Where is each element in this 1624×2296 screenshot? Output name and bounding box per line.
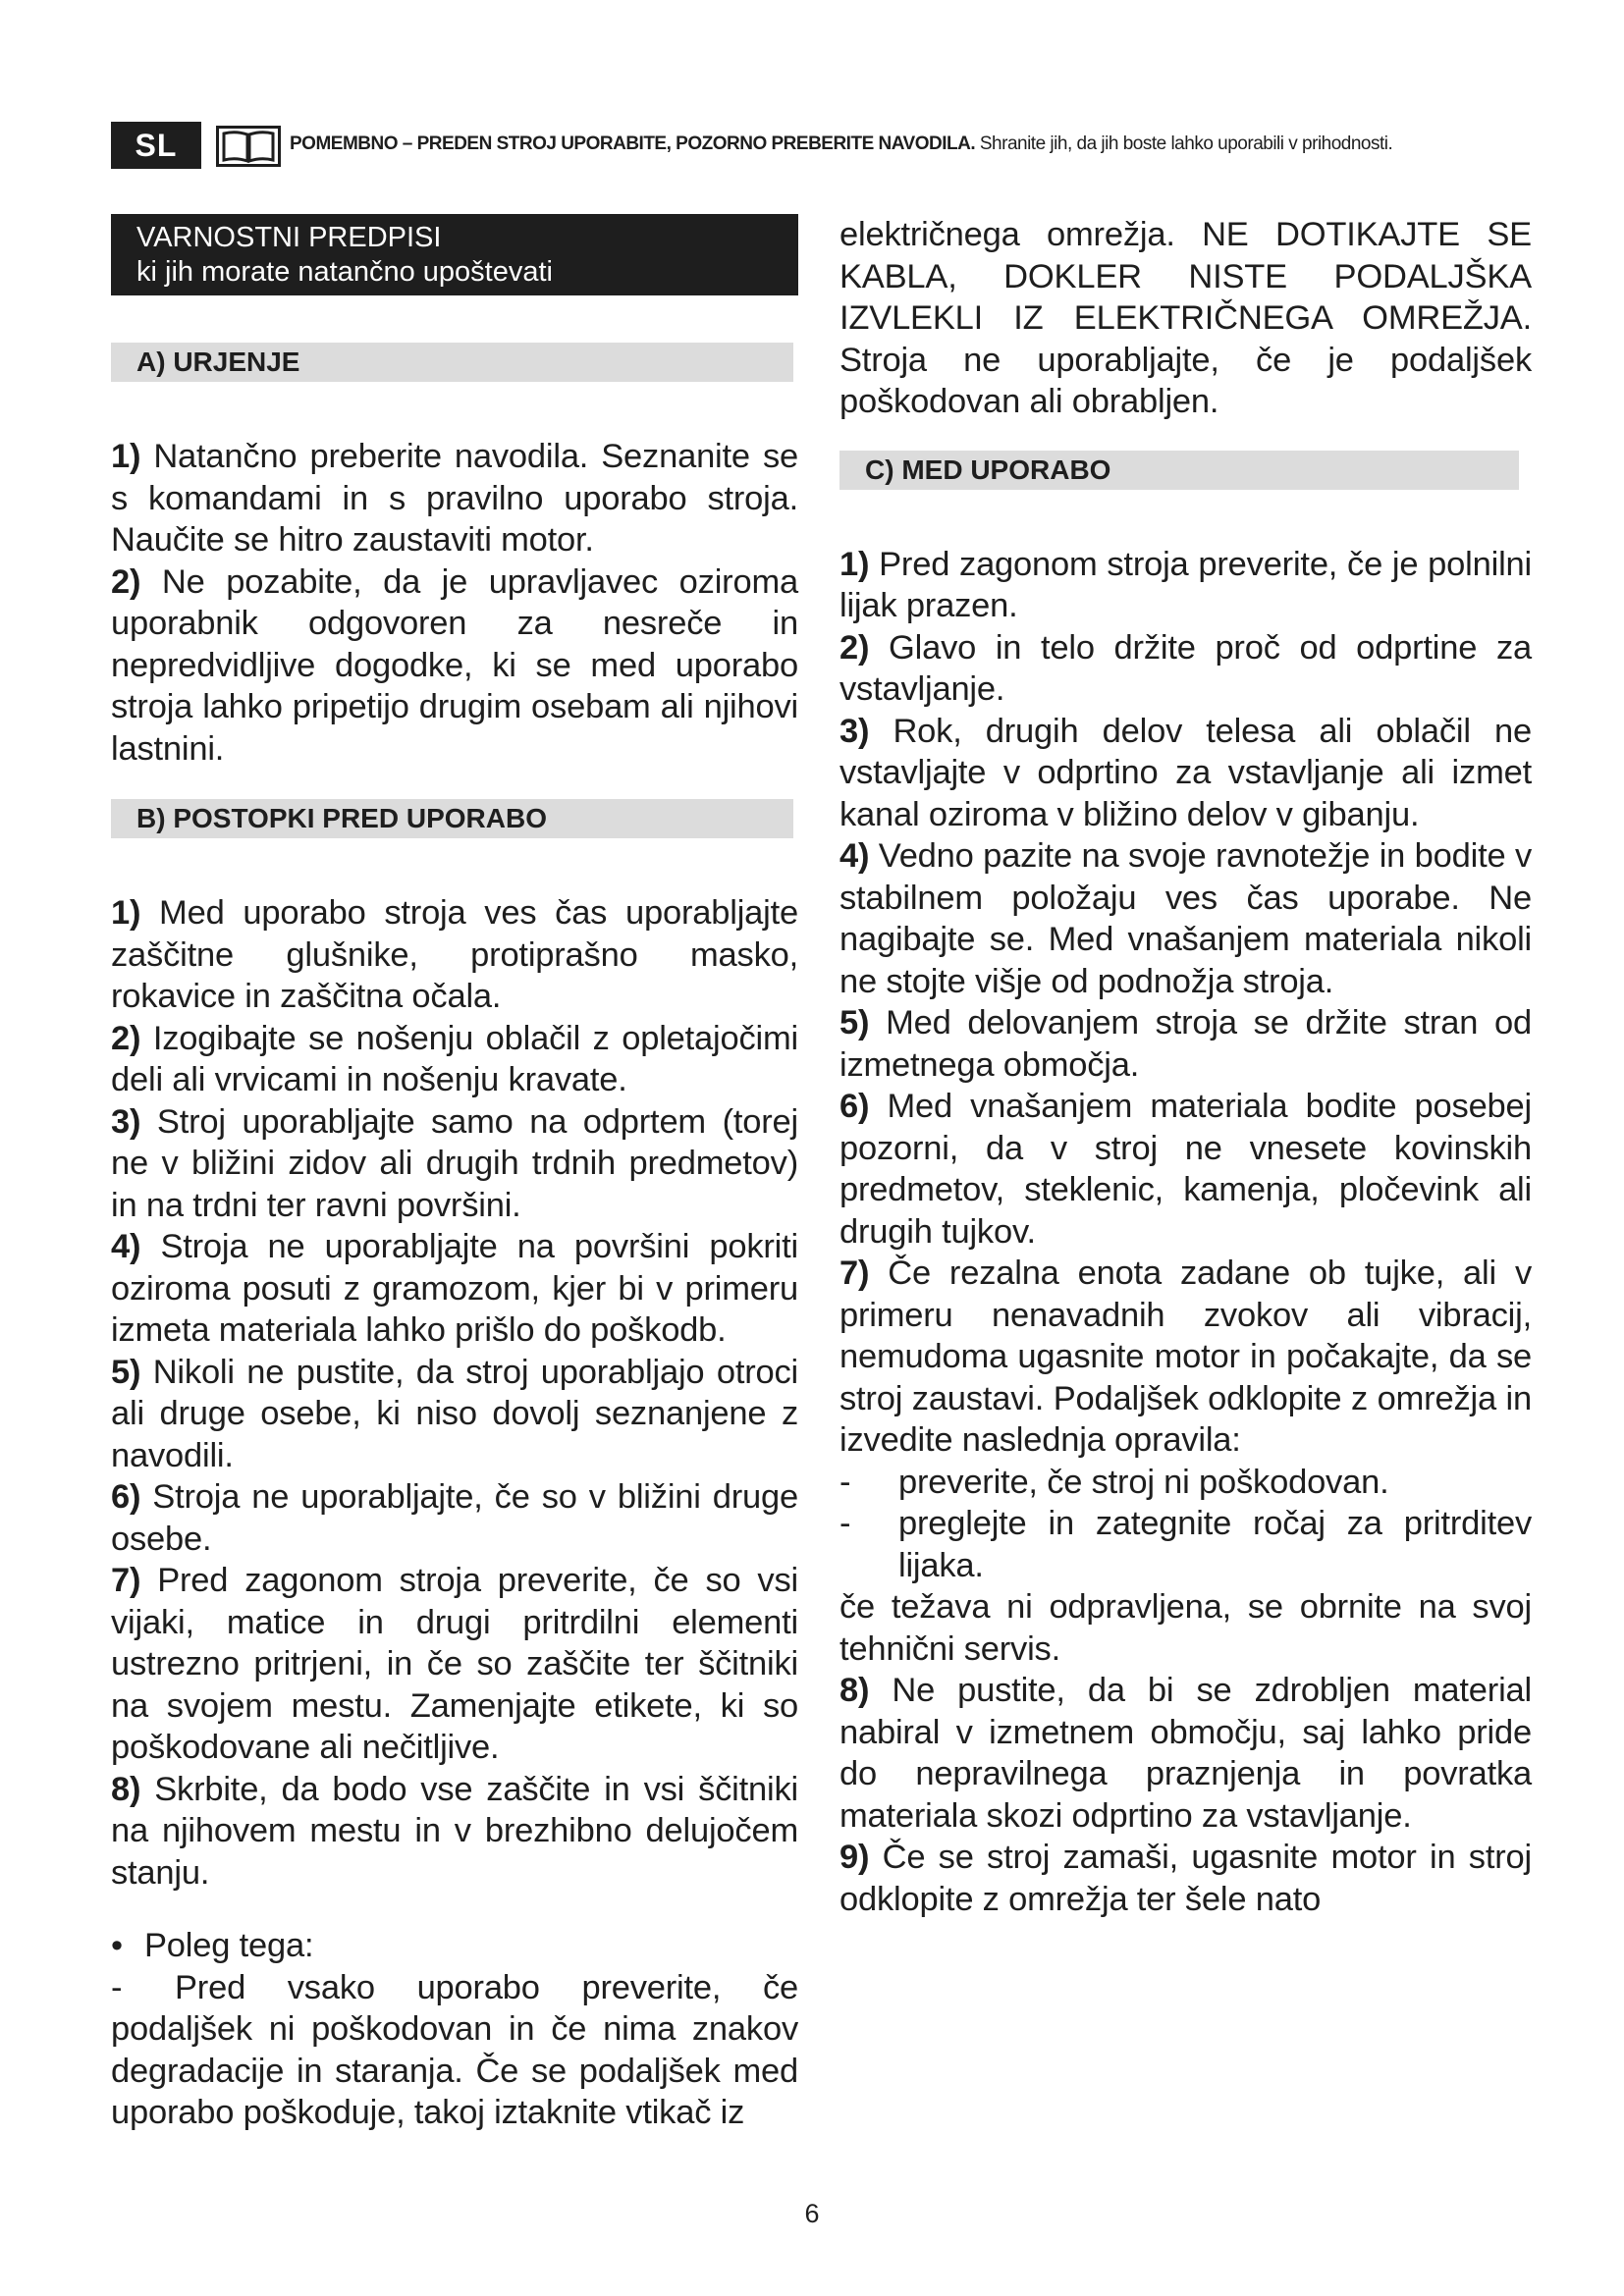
title-line-1: VARNOSTNI PREDPISI: [136, 222, 442, 253]
list-item: 1) Natančno preberite navodila. Seznanite se s komandami in s pravilno uporabo stroja. Naučite se hitro zaustaviti motor.: [111, 438, 798, 559]
list-item: 8) Skrbite, da bodo vse zaščite in vsi ščitniki na njihovem mestu in v brezhibno delujočem stanju.: [111, 1770, 798, 1892]
title-block: [111, 214, 798, 295]
title-line-2: ki jih morate natančno upoštevati: [136, 256, 553, 288]
list-item: 7) Pred zagonom stroja preverite, če so vsi vijaki, matice in drugi pritrdilni elementi ustrezno pritrjeni, in če so zaščite ter ščitniki na svojem mestu. Zamenjajte etikete, ki so poškodovane ali nečitljive.: [111, 1562, 798, 1766]
list-item: 3) Rok, drugih delov telesa ali oblačil ne vstavljajte v odprtino za vstavljanje ali izmet kanal oziroma v bližino delov v gibanju.: [839, 712, 1532, 833]
list-item: 3) Stroj uporabljajte samo na odprtem (torej ne v bližini zidov ali drugih trdnih predmetov) in na trdni ter ravni površini.: [111, 1102, 798, 1224]
section-heading-a: A) URJENJE: [111, 343, 793, 382]
dash-icon: -: [839, 1463, 851, 1501]
header-notice-rest: Shranite jih, da jih boste lahko uporabili v prihodnosti.: [975, 133, 1393, 154]
list-item: 5) Med delovanjem stroja se držite stran od izmetnega območja.: [839, 1004, 1532, 1084]
dash-item-extension-continued: električnega omrežja. NE DOTIKAJTE SE KABLA, DOKLER NISTE PODALJŠKA IZVLEKLI IZ ELEKTRIČNEGA OMREŽJA. Stroja ne uporabljajte, če je podaljšek poškodovan ali obrabljen.: [839, 216, 1532, 420]
list-item: 2) Glavo in telo držite proč od odprtine za vstavljanje.: [839, 628, 1532, 708]
list-item: 1) Pred zagonom stroja preverite, če je polnilni lijak prazen.: [839, 545, 1532, 624]
list-item: 8) Ne pustite, da bi se zdrobljen material nabiral v izmetnem območju, saj lahko pride do nepravilnega praznjenja in povratka materiala skozi odprtino za vstavljanje.: [839, 1672, 1532, 1835]
book-icon: [216, 126, 281, 167]
list-item: 4) Stroja ne uporabljajte na površini pokriti oziroma posuti z gramozom, kjer bi v primeru izmeta materiala lahko prišlo do poškodb.: [111, 1228, 798, 1349]
right-column: [839, 214, 1532, 1920]
list-item: 2) Ne pozabite, da je upravljavec oziroma uporabnik odgovoren za nesreče in nepredvidljive dogodke, ki se med uporabo stroja lahko pripetijo drugim osebam ali njihovi lastnini.: [111, 562, 798, 768]
dash-item-extension: - Pred vsako uporabo preverite, če podaljšek ni poškodovan in če nima znakov degradacije in staranja. Če se podaljšek med uporabo poškoduje, takoj iztaknite vtikač iz: [111, 1968, 798, 2131]
header-notice-bold: POMEMBNO – PREDEN STROJ UPORABITE, POZORNO PREBERITE NAVODILA.: [290, 133, 976, 154]
list-item: 9) Če se stroj zamaši, ugasnite motor in stroj odklopite z omrežja ter šele nato: [839, 1839, 1532, 1918]
list-item: 5) Nikoli ne pustite, da stroj uporabljajo otroci ali druge osebe, ki niso dovolj seznanjene z navodili.: [111, 1353, 798, 1474]
list-item: 6) Med vnašanjem materiala bodite posebej pozorni, da v stroj ne vnesete kovinskih predmetov, steklenic, kamenja, pločevink ali drugih tujkov.: [839, 1088, 1532, 1251]
dash-icon: -: [839, 1505, 851, 1542]
left-column: [111, 214, 798, 2134]
page-header: [111, 122, 1515, 169]
section-heading-b: B) POSTOPKI PRED UPORABO: [111, 799, 793, 838]
page-number: 6: [804, 2199, 820, 2228]
list-item: 4) Vedno pazite na svoje ravnotežje in bodite v stabilnem položaju ves čas uporabe. Ne nagibajte se. Med vnašanjem materiala nikoli ne stojte višje od podnožja stroja.: [839, 837, 1532, 1000]
dash-icon: -: [111, 1968, 123, 2006]
list-item: 7) Če rezalna enota zadane ob tujke, ali v primeru nenavadnih zvokov ali vibracij, nemudoma ugasnite motor in počakajte, da se stroj zaustavi. Podaljšek odklopite z omrežja in izvedite naslednja opravila:: [839, 1255, 1532, 1459]
language-badge: SL: [111, 122, 201, 169]
note-text: če težava ni odpravljena, se obrnite na svoj tehnični servis.: [839, 1588, 1532, 1668]
bullet-item: • Poleg tega:: [111, 1925, 798, 1967]
header-notice: [290, 133, 1392, 155]
bullet-icon: •: [111, 1927, 123, 1964]
list-item: 6) Stroja ne uporabljajte, če so v bližini druge osebe.: [111, 1478, 798, 1558]
section-heading-c: C) MED UPORABO: [839, 451, 1519, 490]
dash-item: - preglejte in zategnite ročaj za pritrditev lijaka.: [839, 1503, 1532, 1586]
list-item: 2) Izogibajte se nošenju oblačil z opletajočimi deli ali vrvicami in nošenju kravate.: [111, 1019, 798, 1098]
dash-item: - preverite, če stroj ni poškodovan.: [839, 1462, 1532, 1504]
list-item: 1) Med uporabo stroja ves čas uporabljajte zaščitne glušnike, protiprašno masko, rokavice in zaščitna očala.: [111, 894, 798, 1015]
